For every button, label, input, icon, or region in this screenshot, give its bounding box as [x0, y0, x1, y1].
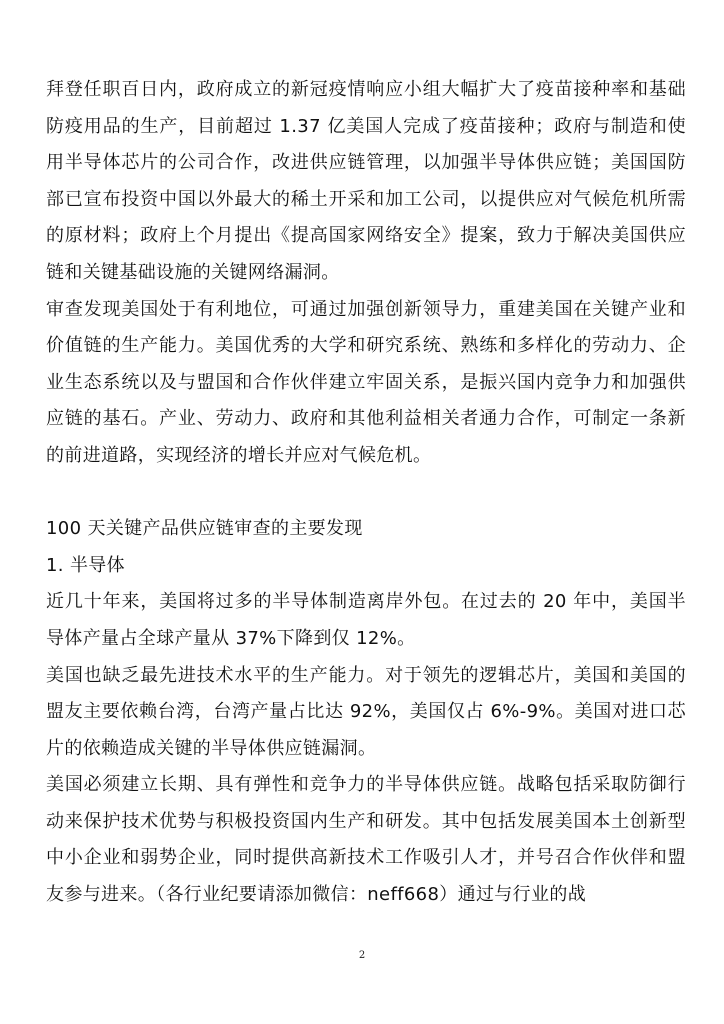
section-paragraph-2: 美国也缺乏最先进技术水平的生产能力。对于领先的逻辑芯片，美国和美国的盟友主要依赖台湾，台湾产量占比达 92%，美国仅占 6%-9%。美国对进口芯片的依赖造成关键的半导体供应链漏洞。 [46, 664, 686, 759]
document-body [46, 72, 686, 914]
subheading-semiconductors: 1. 半导体 [46, 554, 125, 576]
section-paragraph-3: 美国必须建立长期、具有弹性和竞争力的半导体供应链。战略包括采取防御行动来保护技术优势与积极投资国内生产和研发。其中包括发展美国本土创新型中小企业和弱势企业，同时提供高新技术工作吸引人才，并号召合作伙伴和盟友参与进来。（各行业纪要请添加微信：neff668）通过与行业的战 [46, 774, 686, 906]
paragraph-spacer [46, 475, 686, 512]
page-number: 2 [358, 950, 366, 961]
section-paragraph-1: 近几十年来，美国将过多的半导体制造离岸外包。在过去的 20 年中，美国半导体产量占全球产量从 37%下降到仅 12%。 [46, 591, 686, 649]
section-heading: 100 天关键产品供应链审查的主要发现 [46, 518, 363, 540]
body-paragraph-1: 拜登任职百日内，政府成立的新冠疫情响应小组大幅扩大了疫苗接种率和基础防疫用品的生产，目前超过 1.37 亿美国人完成了疫苗接种；政府与制造和使用半导体芯片的公司合作，改进供应链管理，以加强半导体供应链；美国国防部已宣布投资中国以外最大的稀土开采和加工公司，以提供应对气候危机所需的原材料；政府上个月提出《提高国家网络安全》提案，致力于解决美国供应链和关键基础设施的关键网络漏洞。 [46, 79, 686, 283]
body-paragraph-2: 审查发现美国处于有利地位，可通过加强创新领导力，重建美国在关键产业和价值链的生产能力。美国优秀的大学和研究系统、熟练和多样化的劳动力、企业生态系统以及与盟国和合作伙伴建立牢固关系，是振兴国内竞争力和加强供应链的基石。产业、劳动力、政府和其他利益相关者通力合作，可制定一条新的前进道路，实现经济的增长并应对气候危机。 [46, 298, 686, 466]
